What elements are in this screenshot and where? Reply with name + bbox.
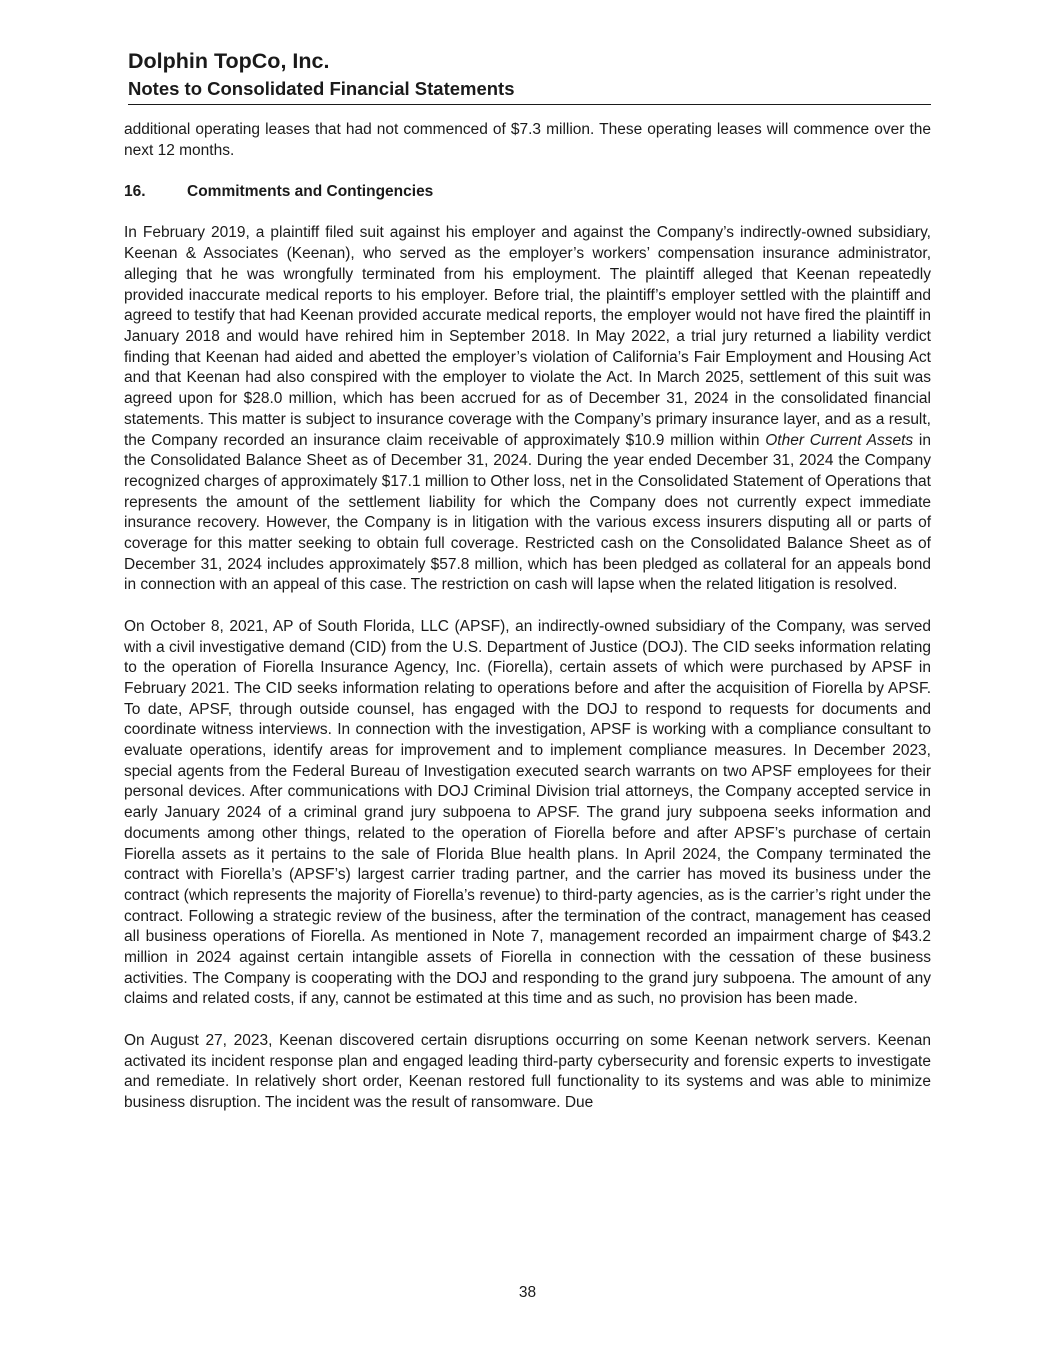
paragraph-keenan-ransomware: On August 27, 2023, Keenan discovered certain disruptions occurring on some Keenan network servers. Keenan activated its incident response plan and engaged leading third-party cybersecurity and forensic experts to investigate and remediate. In relatively short order, Keenan restored full functionality to its systems and was able to minimize business disruption. The incident was the result of ransomware. Due bbox=[124, 1031, 931, 1111]
page-number: 38 bbox=[518, 1284, 537, 1301]
section-title: Commitments and Contingencies bbox=[187, 183, 434, 201]
paragraph-keenan-lawsuit-part1: In February 2019, a plaintiff filed suit against his employer and against the Company’s indirectly-owned subsidiary, Keenan & Associates (Keenan), who served as the employer’s workers’ compensation insurance administrator, alleging that he was wrongfully terminated from his employment. The plaintiff alleged that Keenan repeatedly provided inaccurate medical reports to his employer. Before trial, the plaintiff’s employer settled with the plaintiff and agreed to testify that had Keenan provided accurate medical reports, the employer would not have fired the plaintiff in January 2018 and would have rehired him in September 2018. In May 2022, a trial jury returned a liability verdict finding that Keenan had aided and abetted the employer’s violation of California’s Fair Employment and Housing Act and that Keenan had also conspired with the employer to violate the Act. In March 2025, settlement of this suit was agreed upon for $28.0 million, which has been accrued for as of December 31, 2024 in the consolidated financial statements. This matter is subject to insurance coverage with the Company’s primary insurance layer, and as a result, the Company recorded an insurance claim receivable of approximately $10.9 million within bbox=[124, 224, 931, 449]
body-content bbox=[124, 120, 931, 1134]
section-number: 16. bbox=[124, 183, 146, 201]
section-heading bbox=[124, 182, 931, 203]
page-header bbox=[128, 47, 931, 105]
other-current-assets-term: Other Current Assets bbox=[765, 431, 914, 449]
paragraph-keenan-lawsuit bbox=[124, 223, 931, 596]
intro-paragraph: additional operating leases that had not commenced of $7.3 million. These operating leases will commence over the next 12 months. bbox=[124, 121, 931, 159]
page-subtitle: Notes to Consolidated Financial Statements bbox=[128, 76, 931, 105]
company-name: Dolphin TopCo, Inc. bbox=[128, 49, 330, 73]
paragraph-apsf-investigation: On October 8, 2021, AP of South Florida, LLC (APSF), an indirectly-owned subsidiary of the Company, was served with a civil investigative demand (CID) from the U.S. Department of Justice (DOJ). The CID seeks information relating to the operation of Fiorella Insurance Agency, Inc. (Fiorella), certain assets of which were purchased by APSF in February 2021. The CID seeks information relating to operations before and after the acquisition of Fiorella by APSF. To date, APSF, through outside counsel, has engaged with the DOJ to respond to requests for documents and coordinate witness interviews. In connection with the investigation, APSF is working with a compliance consultant to evaluate operations, identify areas for improvement and to implement compliance measures. In December 2023, special agents from the Federal Bureau of Investigation executed search warrants on two APSF employees for their personal devices. After communications with DOJ Criminal Division trial attorneys, the Company accepted service in early January 2024 of a criminal grand jury subpoena to APSF. The grand jury subpoena seeks information and documents among other things, related to the operation of Fiorella before and after APSF’s purchase of certain Fiorella assets as it pertains to the sale of Florida Blue health plans. In April 2024, the Company terminated the contract with Fiorella’s (APSF’s) largest carrier trading partner, and the carrier has moved its business under the contract (which represents the majority of Fiorella’s revenue) to third-party agencies, as is the carrier’s right under the contract. Following a strategic review of the business, after the termination of the contract, management has ceased all business operations of Fiorella. As mentioned in Note 7, management recorded an impairment charge of $43.2 million in 2024 against certain intangible assets of Fiorella in connection with the cessation of these business activities. The Company is cooperating with the DOJ and responding to the grand jury subpoena. The amount of any claims and related costs, if any, cannot be estimated at this time and as such, no provision has been made. bbox=[124, 617, 931, 1008]
paragraph-keenan-lawsuit-part2: in the Consolidated Balance Sheet as of December 31, 2024. During the year ended December 31, 2024 the Company recognized charges of approximately $17.1 million to Other loss, net in the Consolidated Statement of Operations that represents the amount of the settlement liability for which the Company does not currently expect immediate insurance recovery. However, the Company is in litigation with the various excess insurers disputing all or parts of coverage for this matter seeking to obtain full coverage. Restricted cash on the Consolidated Balance Sheet as of December 31, 2024 includes approximately $57.8 million, which has been pledged as collateral for an appeals bond in connection with an appeal of this case. The restriction on cash will lapse when the related litigation is resolved. bbox=[124, 431, 931, 594]
